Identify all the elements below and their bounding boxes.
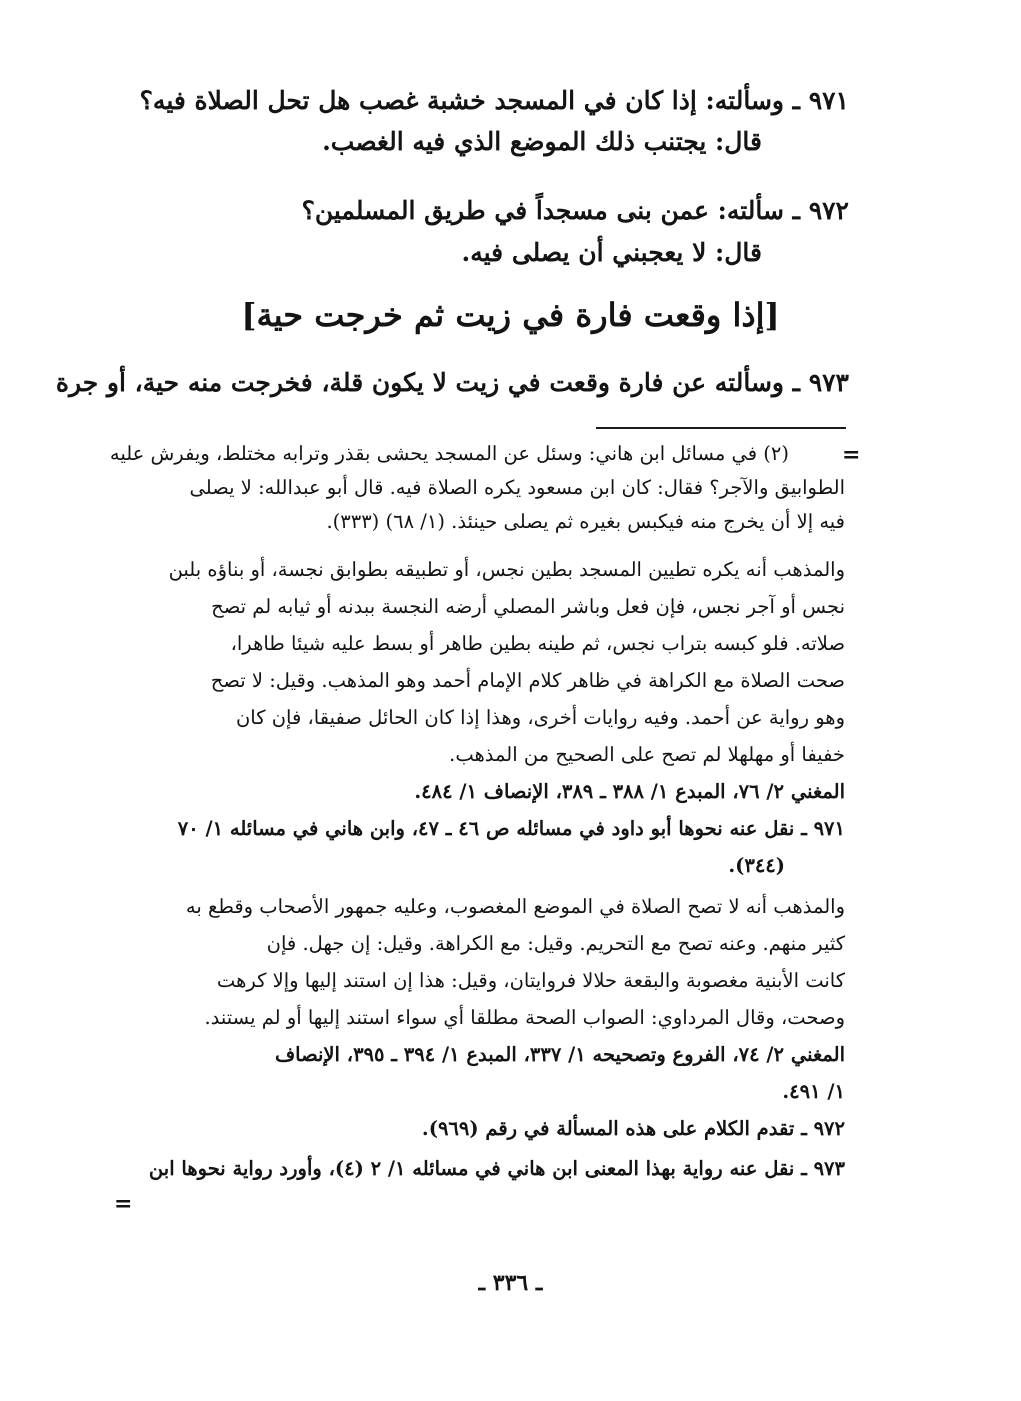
- continuation-mark-bottom: =: [114, 1191, 133, 1217]
- footnote-971-body-line: والمذهب أنه لا تصح الصلاة في الموضع المغصوب، وعليه جمهور الأصحاب وقطع به: [185, 895, 845, 918]
- footnote-971-body-line: كثير منهم. وعنه تصح مع التحريم. وقيل: مع الكراهة. وقيل: إن جهل. فإن: [266, 932, 845, 955]
- footnote-971-body-line: وصحت، وقال المرداوي: الصواب الصحة مطلقا أي سواء استند إليها أو لم يستند.: [204, 1006, 845, 1029]
- footnote-2-line: فيه إلا أن يخرج منه فيكبس بغيره ثم يصلى حينئذ. (١/ ٦٨) (٣٣٣).: [326, 510, 845, 533]
- footnote-2-line: والمذهب أنه يكره تطيين المسجد بطين نجس، أو تطبيقه بطوابق نجسة، أو بناؤه بلبن: [168, 558, 845, 581]
- footnote-2-line: (٢) في مسائل ابن هاني: وسئل عن المسجد يحشى بقذر وترابه مختلط، ويفرش عليه: [109, 442, 789, 465]
- page-number: ـ ٣٣٦ ـ: [478, 1270, 543, 1296]
- footnote-971-line: (٣٤٤).: [728, 854, 785, 877]
- footnote-2-line: خفيفا أو مهلهلا لم تصح على الصحيح من المذهب.: [449, 743, 845, 766]
- question-971: ٩٧١ ـ وسألته: إذا كان في المسجد خشبة غصب هل تحل الصلاة فيه؟: [139, 86, 849, 115]
- answer-971: قال: يجتنب ذلك الموضع الذي فيه الغصب.: [322, 127, 762, 156]
- footnote-2-line: صلاته. فلو كبسه بتراب نجس، ثم طينه بطين طاهر أو بسط عليه شيئا طاهرا،: [230, 632, 845, 655]
- footnote-2-line: الطوابيق والآجر؟ فقال: كان ابن مسعود يكره الصلاة فيه. قال أبو عبدالله: لا يصلى: [189, 476, 845, 499]
- footnote-971-references: المغني ٢/ ٧٤، الفروع وتصحيحه ١/ ٣٣٧، المبدع ١/ ٣٩٤ ـ ٣٩٥، الإنصاف: [274, 1043, 845, 1066]
- footnote-972: ٩٧٢ ـ تقدم الكلام على هذه المسألة في رقم (٩٦٩).: [421, 1117, 845, 1140]
- footnote-2-references: المغني ٢/ ٧٦، المبدع ١/ ٣٨٨ ـ ٣٨٩، الإنصاف ١/ ٤٨٤.: [414, 780, 845, 803]
- question-972: ٩٧٢ ـ سألته: عمن بنى مسجداً في طريق المسلمين؟: [301, 196, 849, 225]
- footnote-separator: [596, 427, 846, 429]
- footnote-971-references: ١/ ٤٩١.: [782, 1080, 845, 1103]
- footnote-2-line: وهو رواية عن أحمد. وفيه روايات أخرى، وهذا إذا كان الحائل صفيقا، فإن كان: [235, 706, 845, 729]
- section-heading: [إذا وقعت فارة في زيت ثم خرجت حية]: [241, 296, 780, 334]
- footnote-2-line: نجس أو آجر نجس، فإن فعل وباشر المصلي أرضه النجسة ببدنه أو ثيابه لم تصح: [211, 595, 845, 618]
- answer-972: قال: لا يعجبني أن يصلى فيه.: [461, 238, 762, 267]
- footnote-2-line: صحت الصلاة مع الكراهة في ظاهر كلام الإمام أحمد وهو المذهب. وقيل: لا تصح: [210, 669, 845, 692]
- footnote-973: ٩٧٣ ـ نقل عنه رواية بهذا المعنى ابن هاني في مسائله ١/ ٢ (٤)، وأورد رواية نحوها ابن: [148, 1157, 845, 1180]
- footnote-971-body-line: كانت الأبنية مغصوبة والبقعة حلالا فروايتان، وقيل: هذا إن استند إليها وإلا كرهت: [216, 969, 845, 992]
- continuation-mark-top: =: [842, 442, 861, 468]
- question-973: ٩٧٣ ـ وسألته عن فارة وقعت في زيت لا يكون قلة، فخرجت منه حية، أو جرة: [55, 368, 849, 397]
- footnote-971-line: ٩٧١ ـ نقل عنه نحوها أبو داود في مسائله ص ٤٦ ـ ٤٧، وابن هاني في مسائله ١/ ٧٠: [177, 817, 845, 840]
